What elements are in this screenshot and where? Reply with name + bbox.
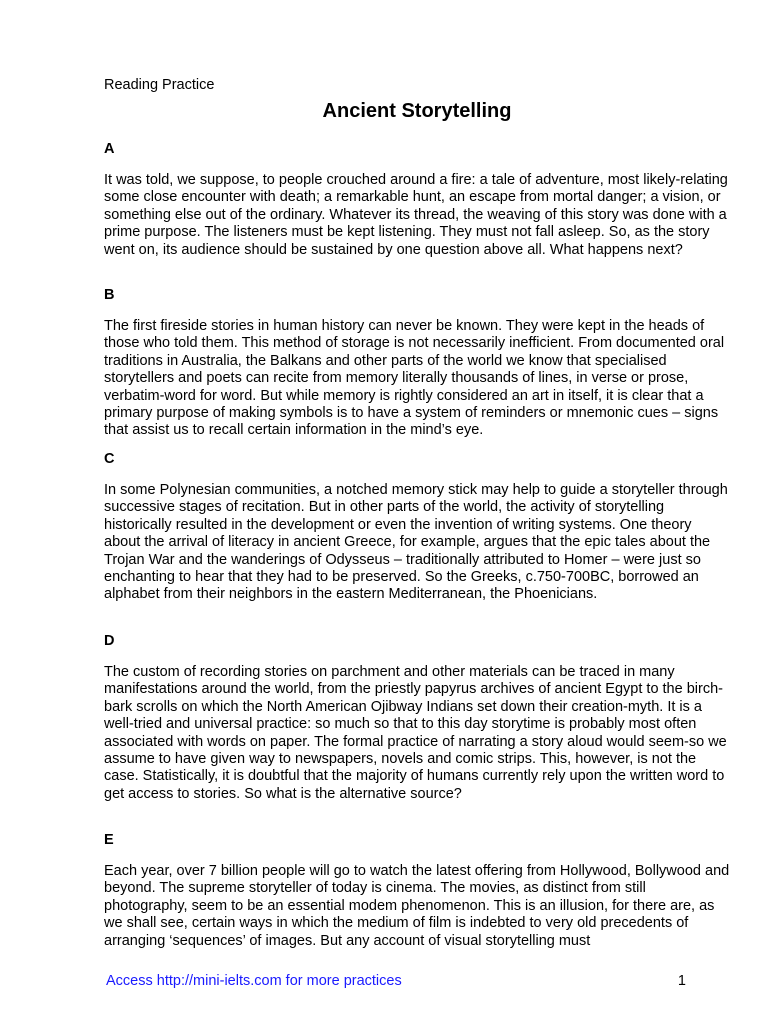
- section-letter: B: [104, 287, 115, 303]
- section-a: [104, 140, 730, 259]
- section-e: [104, 831, 730, 950]
- section-letter: A: [104, 141, 115, 157]
- header-label: Reading Practice: [104, 77, 215, 93]
- section-d: [104, 632, 730, 803]
- section-letter: C: [104, 451, 115, 467]
- page-title: Ancient Storytelling: [322, 100, 512, 122]
- section-b: [104, 286, 730, 440]
- document-page: [104, 76, 730, 949]
- page-number: 1: [677, 973, 686, 989]
- footer-link[interactable]: Access http://mini-ielts.com for more practices: [106, 973, 402, 989]
- section-paragraph: The first fireside stories in human history can never be known. They were kept in the heads of those who told them. This method of storage is not necessarily inefficient. From documented oral traditions in Australia, the Balkans and other parts of the world we know that specialised storytellers and poets can recite from memory literally thousands of lines, in verse or prose, verbatim-word for word. But while memory is rightly considered an art in itself, it is clear that a primary purpose of making symbols is to have a system of reminders or mnemonic cues – signs that assist us to recall certain information in the mind’s eye.: [104, 318, 725, 439]
- section-paragraph: The custom of recording stories on parchment and other materials can be traced in many manifestations around the world, from the priestly papyrus archives of ancient Egypt to the birch-bark scrolls on which the North American Ojibway Indians set down their creation-myth. It is a well-tried and universal practice: so much so that to this day storytime is probably most often associated with words on paper. The formal practice of narrating a story aloud would seem-so we assume to have given way to newspapers, novels and comic strips. This, however, is not the case. Statistically, it is doubtful that the majority of humans currently rely upon the written word to get access to stories. So what is the alternative source?: [104, 664, 727, 802]
- page-footer: [106, 972, 686, 990]
- section-letter: D: [104, 633, 115, 649]
- section-c: [104, 450, 730, 604]
- section-paragraph: Each year, over 7 billion people will go to watch the latest offering from Hollywood, Bollywood and beyond. The supreme storyteller of today is cinema. The movies, as distinct from still photography, seem to be an essential modem phenomenon. This is an illusion, for there are, as we shall see, certain ways in which the medium of film is indebted to very old precedents of arranging ‘sequences’ of images. But any account of visual storytelling must: [104, 863, 730, 949]
- section-letter: E: [104, 832, 114, 848]
- section-paragraph: It was told, we suppose, to people crouched around a fire: a tale of adventure, most likely-relating some close encounter with death; a remarkable hunt, an escape from mortal danger; a vision, or something else out of the ordinary. Whatever its thread, the weaving of this story was done with a prime purpose. The listeners must be kept listening. They must not fall asleep. So, as the story went on, its audience should be sustained by one question above all. What happens next?: [104, 172, 728, 258]
- section-paragraph: In some Polynesian communities, a notched memory stick may help to guide a storyteller through successive stages of recitation. But in other parts of the world, the activity of storytelling historically resulted in the development or even the invention of writing systems. One theory about the arrival of literacy in ancient Greece, for example, argues that the epic tales about the Trojan War and the wanderings of Odysseus – traditionally attributed to Homer – were just so enchanting to hear that they had to be preserved. So the Greeks, c.750-700BC, borrowed an alphabet from their neighbors in the eastern Mediterranean, the Phoenicians.: [104, 482, 728, 603]
